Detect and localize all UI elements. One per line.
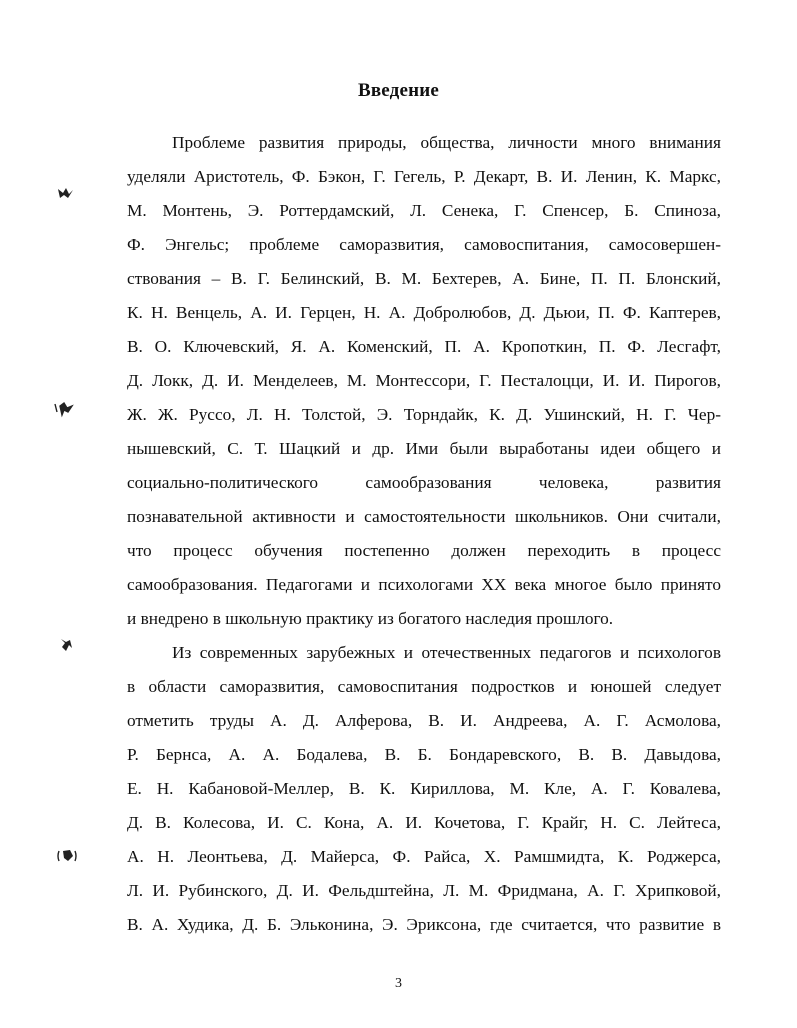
binding-hole-mark-icon: [55, 183, 77, 203]
binding-hole-mark-icon: [53, 400, 75, 420]
text-line: М. Монтень, Э. Роттердамский, Л. Сенека, Г. Спенсер, Б. Спиноза,: [127, 201, 721, 220]
text-line: отметить труды А. Д. Алферова, В. И. Андреева, А. Г. Асмолова,: [127, 711, 721, 730]
text-line: социально-политического самообразования человека, развития: [127, 473, 721, 492]
text-line: ствования – В. Г. Белинский, В. М. Бехтерев, А. Бине, П. П. Блонский,: [127, 269, 721, 288]
text-line: Ж. Ж. Руссо, Л. Н. Толстой, Э. Торндайк, К. Д. Ушинский, Н. Г. Чер-: [127, 405, 721, 424]
text-line: Ф. Энгельс; проблеме саморазвития, самовоспитания, самосовершен-: [127, 235, 721, 254]
text-line: самообразования. Педагогами и психологами XX века многое было принято: [127, 575, 721, 594]
text-line: нышевский, С. Т. Шацкий и др. Ими были выработаны идеи общего и: [127, 439, 721, 458]
text-line: в области саморазвития, самовоспитания подростков и юношей следует: [127, 677, 721, 696]
text-line: Проблеме развития природы, общества, личности много внимания: [172, 133, 721, 152]
text-line: Д. В. Колесова, И. С. Кона, А. И. Кочетова, Г. Крайг, Н. С. Лейтеса,: [127, 813, 721, 832]
binding-hole-mark-icon: [56, 846, 78, 866]
text-line: Из современных зарубежных и отечественных педагогов и психологов: [172, 643, 721, 662]
text-line: Л. И. Рубинского, Д. И. Фельдштейна, Л. М. Фридмана, А. Г. Хрипковой,: [127, 881, 721, 900]
text-line: Д. Локк, Д. И. Менделеев, М. Монтессори, Г. Песталоцци, И. И. Пирогов,: [127, 371, 721, 390]
text-line: и внедрено в школьную практику из богатого наследия прошлого.: [127, 609, 614, 628]
text-line: Е. Н. Кабановой-Меллер, В. К. Кириллова, М. Кле, А. Г. Ковалева,: [127, 779, 721, 798]
text-line: Р. Бернса, А. А. Бодалева, В. Б. Бондаревского, В. В. Давыдова,: [127, 745, 721, 764]
text-line: В. А. Худика, Д. Б. Эльконина, Э. Эриксона, где считается, что развитие в: [127, 915, 721, 934]
binding-hole-mark-icon: [56, 635, 78, 655]
text-line: познавательной активности и самостоятельности школьников. Они считали,: [127, 507, 721, 526]
page-number: 3: [395, 976, 402, 991]
page-title: Введение: [357, 80, 440, 101]
text-line: уделяли Аристотель, Ф. Бэкон, Г. Гегель, Р. Декарт, В. И. Ленин, К. Маркс,: [127, 167, 721, 186]
text-line: что процесс обучения постепенно должен переходить в процесс: [127, 541, 721, 560]
text-line: А. Н. Леонтьева, Д. Майерса, Ф. Райса, Х. Рамшмидта, К. Роджерса,: [127, 847, 721, 866]
text-line: В. О. Ключевский, Я. А. Коменский, П. А. Кропоткин, П. Ф. Лесгафт,: [127, 337, 721, 356]
text-line: К. Н. Венцель, А. И. Герцен, Н. А. Добролюбов, Д. Дьюи, П. Ф. Каптерев,: [127, 303, 721, 322]
